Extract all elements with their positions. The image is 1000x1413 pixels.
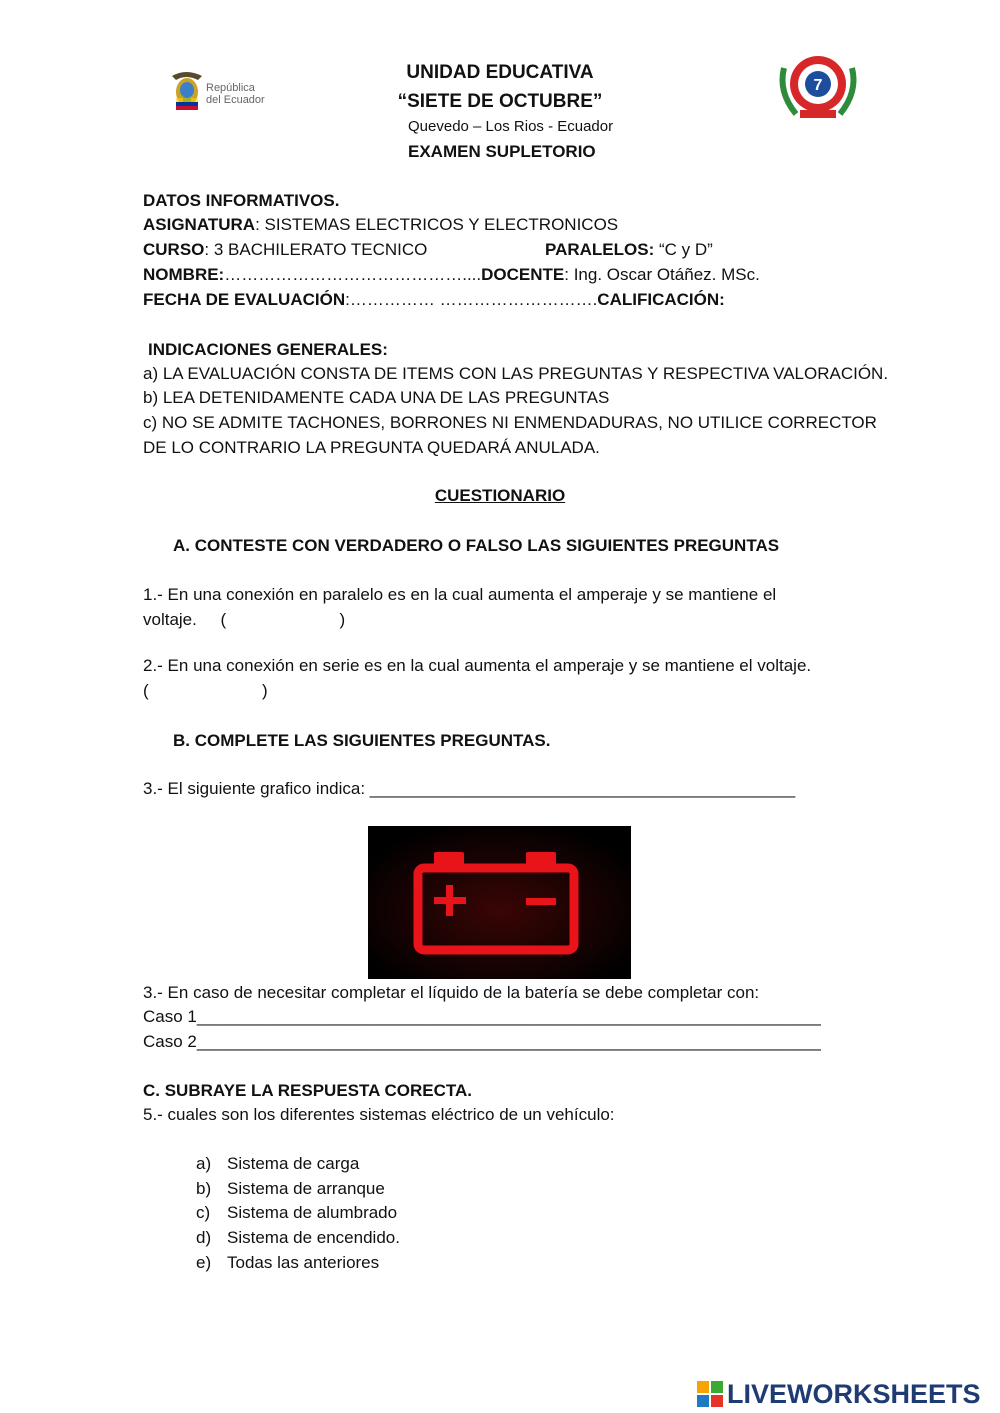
- option-d[interactable]: [196, 1227, 400, 1249]
- questionnaire-title: CUESTIONARIO: [434, 486, 566, 505]
- case-2-field[interactable]: Caso 2__________________________________________________________________: [143, 1032, 821, 1051]
- course-value: : 3 BACHILERATO TECNICO: [204, 240, 428, 259]
- teacher-value: : Ing. Oscar Otáñez. MSc.: [564, 265, 760, 284]
- question-3b: 3.- En caso de necesitar completar el líquido de la batería se debe completar con:: [143, 983, 760, 1002]
- question-2-answer[interactable]: ( ): [143, 681, 268, 700]
- subject-value: : SISTEMAS ELECTRICOS Y ELECTRONICOS: [255, 215, 619, 234]
- option-b[interactable]: [196, 1178, 385, 1200]
- option-text: Sistema de arranque: [227, 1179, 385, 1198]
- question-1-answer[interactable]: voltaje. ( ): [143, 610, 346, 629]
- option-text: Sistema de alumbrado: [227, 1203, 398, 1222]
- liveworksheets-brand[interactable]: [696, 1378, 981, 1410]
- liveworksheets-logo-icon: [696, 1380, 724, 1408]
- question-2-line1: 2.- En una conexión en serie es en la cual aumenta el amperaje y se mantiene el voltaje.: [143, 656, 812, 675]
- option-e[interactable]: [196, 1252, 380, 1274]
- case-1-field[interactable]: Caso 1__________________________________________________________________: [143, 1007, 821, 1026]
- instructions-heading: INDICACIONES GENERALES:: [148, 340, 388, 359]
- question-3[interactable]: 3.- El siguiente grafico indica: _____________________________________________: [143, 779, 796, 798]
- date-row: [143, 289, 725, 311]
- option-c[interactable]: [196, 1202, 398, 1224]
- svg-text:7: 7: [813, 77, 823, 94]
- option-letter: c): [196, 1203, 211, 1222]
- brand-text: LIVEWORKSHEETS: [727, 1378, 981, 1409]
- school-name-line2: “SIETE DE OCTUBRE”: [397, 91, 603, 112]
- section-b-heading: B. COMPLETE LAS SIGUIENTES PREGUNTAS.: [173, 731, 551, 750]
- school-location: Quevedo – Los Rios - Ecuador: [408, 118, 614, 135]
- logo-text-republica: República: [206, 82, 255, 94]
- instruction-a: a) LA EVALUACIÓN CONSTA DE ITEMS CON LAS PREGUNTAS Y RESPECTIVA VALORACIÓN.: [143, 364, 889, 383]
- grade-label: CALIFICACIÓN:: [597, 290, 725, 309]
- name-row: [143, 264, 760, 286]
- instruction-c-line2: DE LO CONTRARIO LA PREGUNTA QUEDARÁ ANULADA.: [143, 438, 600, 457]
- option-text: Sistema de carga: [227, 1154, 360, 1173]
- option-letter: d): [196, 1228, 212, 1247]
- question-1-line1: 1.- En una conexión en paralelo es en la cual aumenta el amperaje y se mantiene el: [143, 585, 777, 604]
- instruction-c-line1: c) NO SE ADMITE TACHONES, BORRONES NI ENMENDADURAS, NO UTILICE CORRECTOR: [143, 413, 877, 432]
- name-field[interactable]: ……………………………………....: [224, 265, 482, 284]
- battery-warning-icon: [368, 826, 631, 979]
- parallels-value: “C y D”: [654, 240, 713, 259]
- option-letter: a): [196, 1154, 212, 1173]
- parallels-row: [545, 239, 713, 261]
- option-text: Todas las anteriores: [227, 1253, 380, 1272]
- question-5: 5.- cuales son los diferentes sistemas eléctrico de un vehículo:: [143, 1105, 615, 1124]
- course-label: CURSO: [143, 240, 205, 259]
- option-text: Sistema de encendido.: [227, 1228, 400, 1247]
- date-label: FECHA DE EVALUACIÓN: [143, 290, 346, 309]
- info-heading: DATOS INFORMATIVOS.: [143, 191, 340, 210]
- section-a-heading: A. CONTESTE CON VERDADERO O FALSO LAS SIGUIENTES PREGUNTAS: [173, 536, 780, 555]
- battery-warning-image: [368, 826, 631, 979]
- logo-text-ecuador: del Ecuador: [206, 94, 265, 106]
- subject-label: ASIGNATURA: [143, 215, 256, 234]
- date-field[interactable]: :…………… ……………………….: [345, 290, 598, 309]
- parallels-label: PARALELOS:: [545, 240, 655, 259]
- section-c-heading: C. SUBRAYE LA RESPUESTA CORECTA.: [143, 1081, 473, 1100]
- option-a[interactable]: [196, 1153, 360, 1175]
- option-letter: e): [196, 1253, 212, 1272]
- exam-type: EXAMEN SUPLETORIO: [408, 142, 596, 161]
- subject-row: [143, 214, 618, 236]
- school-name-line1: UNIDAD EDUCATIVA: [406, 62, 594, 83]
- course-row: [143, 239, 427, 261]
- teacher-label: DOCENTE: [481, 265, 565, 284]
- option-letter: b): [196, 1179, 212, 1198]
- name-label: NOMBRE:: [143, 265, 225, 284]
- instruction-b: b) LEA DETENIDAMENTE CADA UNA DE LAS PREGUNTAS: [143, 388, 610, 407]
